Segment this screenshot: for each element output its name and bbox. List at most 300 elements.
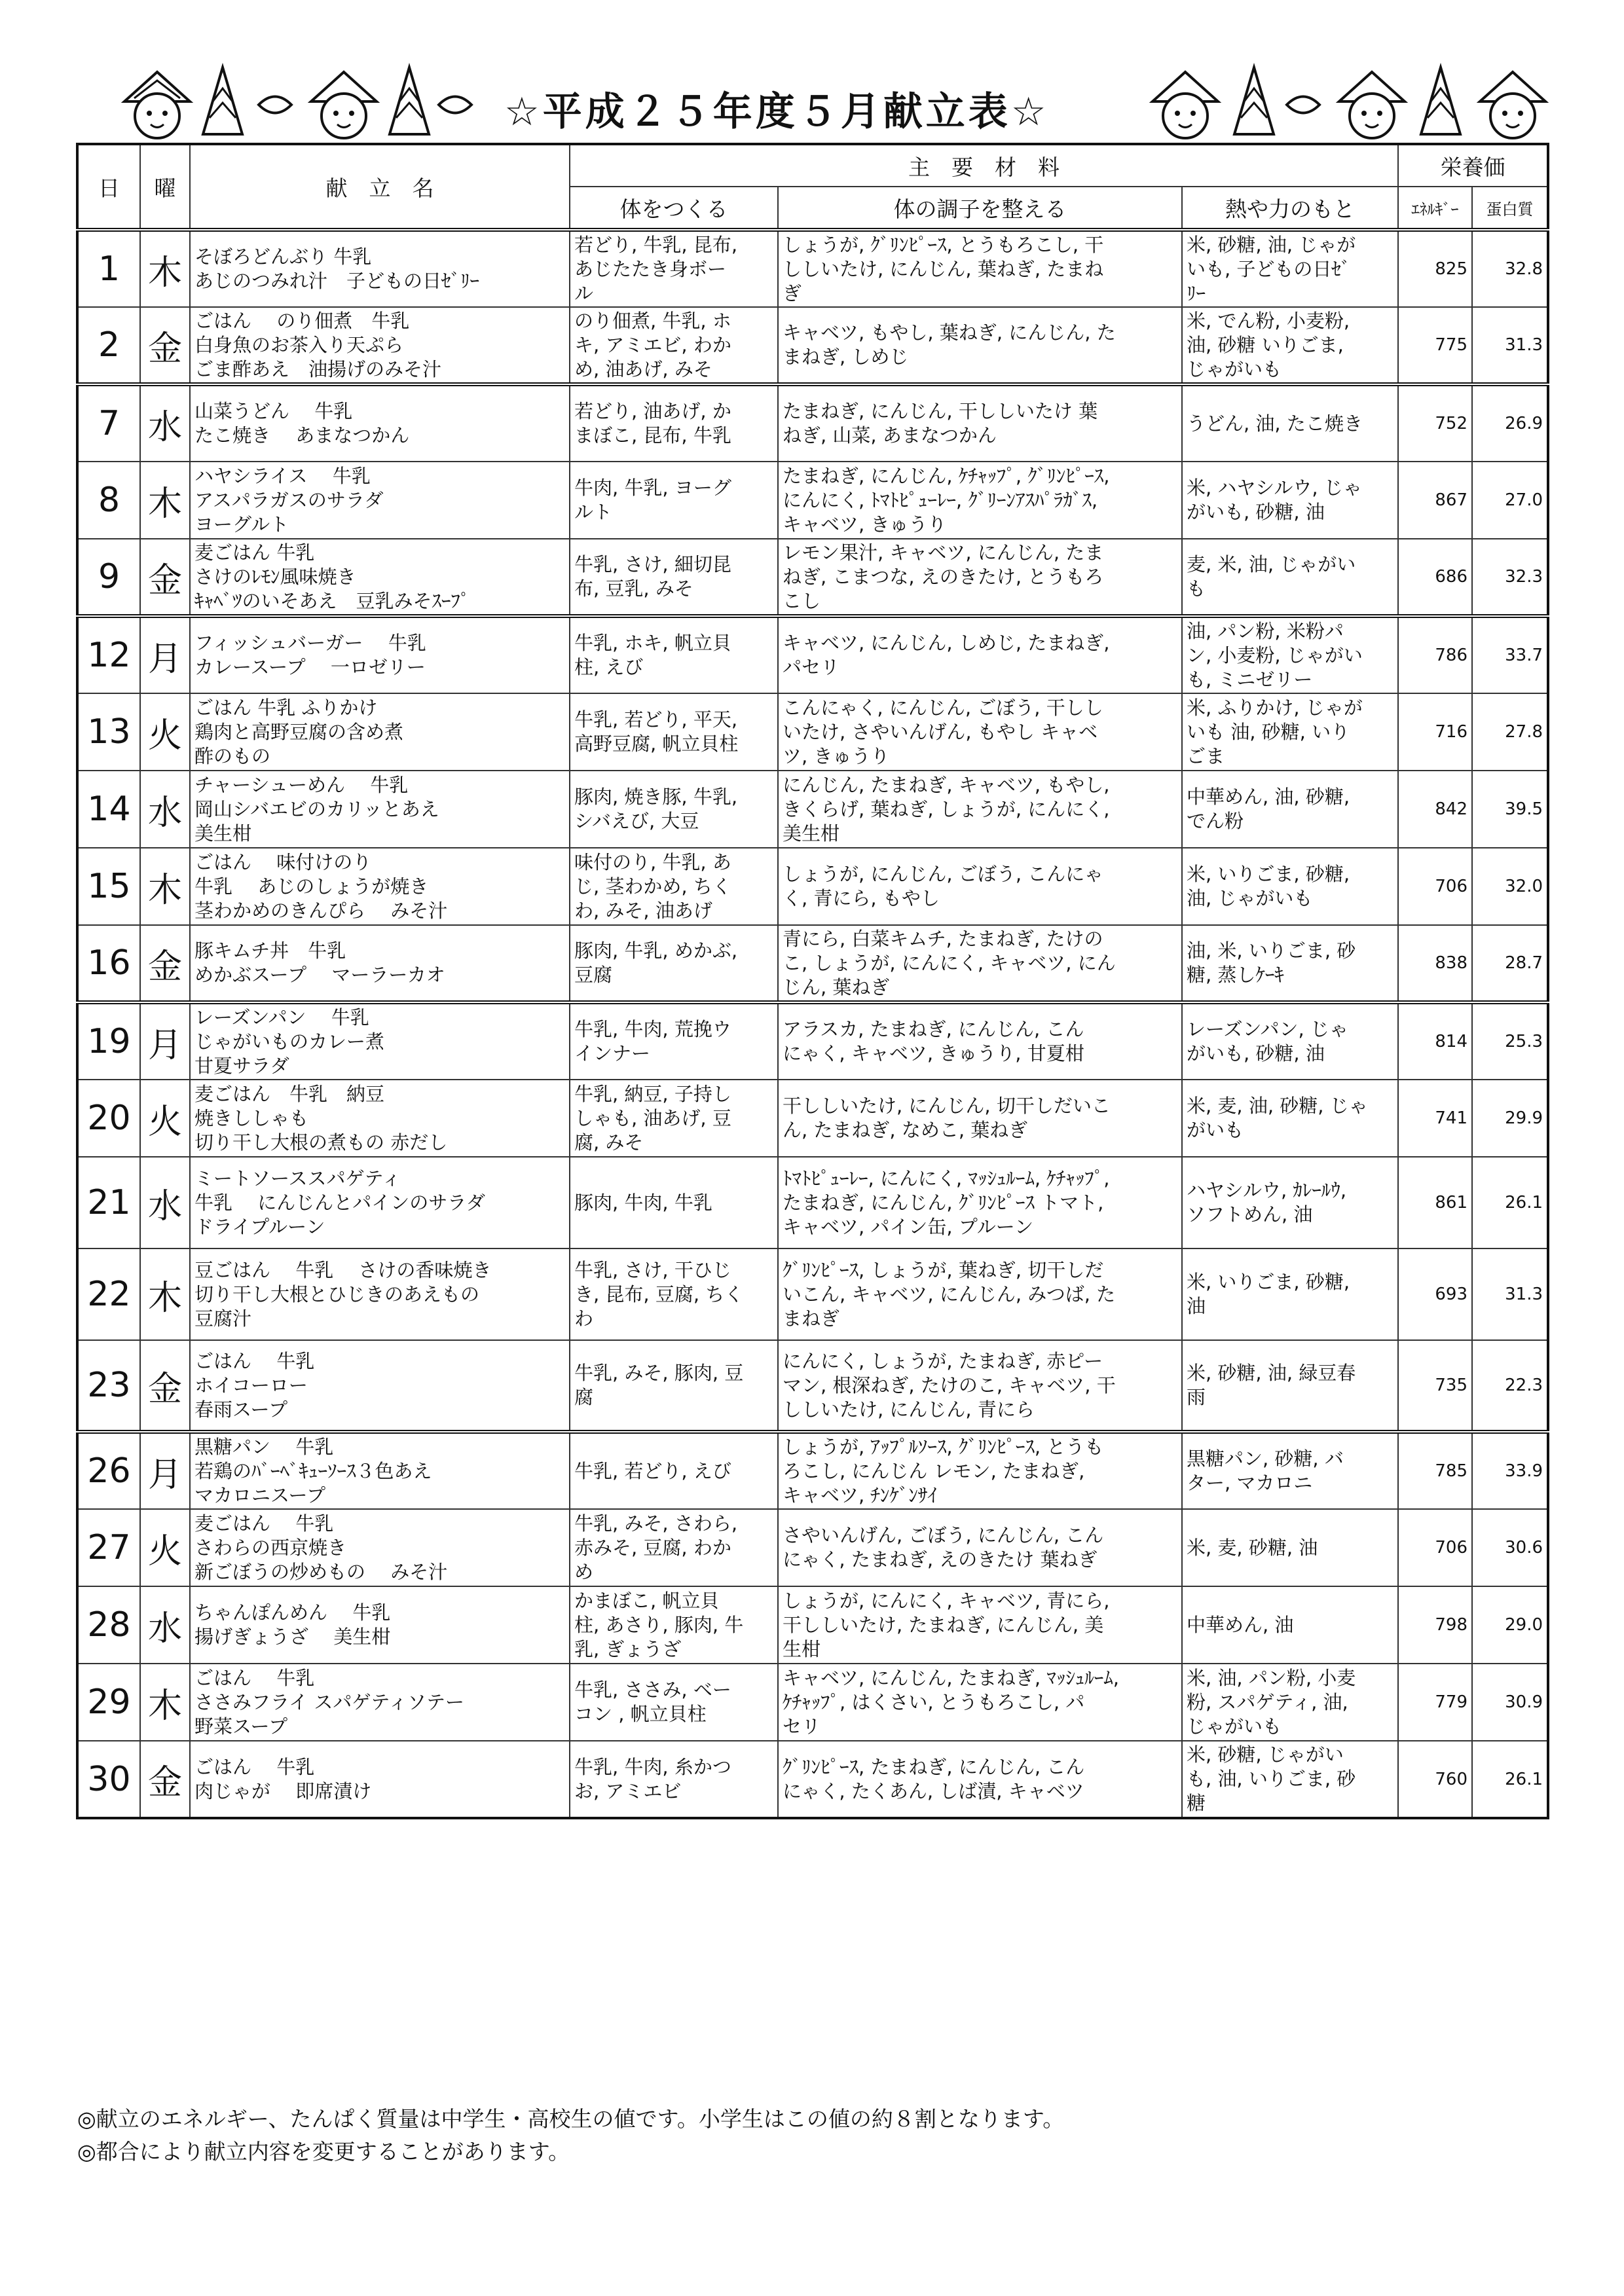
cell-line: 牛乳, ささみ, ベー xyxy=(574,1679,731,1701)
energy-kcal: 760 xyxy=(1398,1741,1472,1818)
cell-line: 油 xyxy=(1187,1295,1206,1317)
cell-line: さけのﾚﾓﾝ風味焼き xyxy=(194,565,356,588)
cell-line: 甘夏サラダ xyxy=(194,1054,289,1077)
conditioning-ingredients xyxy=(778,1586,1182,1664)
cell-line: にゃく, たまねぎ, えのきたけ 葉ねぎ xyxy=(783,1548,1098,1571)
body-building-ingredients xyxy=(570,848,778,925)
cell-line: 豚キムチ丼 牛乳 xyxy=(194,939,346,962)
body-building-ingredients xyxy=(570,1509,778,1586)
day-number: 16 xyxy=(77,925,140,1002)
day-number: 12 xyxy=(77,616,140,693)
menu-row xyxy=(77,1002,1548,1080)
cell-line: さやいんげん, ごぼう, にんじん, こん xyxy=(783,1524,1104,1546)
body-building-ingredients xyxy=(570,616,778,693)
cell-line: 米, ふりかけ, じゃが xyxy=(1187,696,1363,719)
cell-line: しょうが, にんにく, キャベツ, 青にら, xyxy=(783,1589,1110,1612)
body-building-ingredients xyxy=(570,1432,778,1509)
cell-line: 美生柑 xyxy=(783,822,840,845)
cell-line: 米, 砂糖, 油, じゃが xyxy=(1187,233,1356,256)
cell-line: 赤みそ, 豆腐, わか xyxy=(574,1536,731,1559)
cell-line: ン, 小麦粉, じゃがい xyxy=(1187,644,1363,666)
cell-line: 新ごぼうの炒めもの みそ汁 xyxy=(194,1560,448,1583)
day-number: 9 xyxy=(77,539,140,616)
cell-line: 米, ハヤシルウ, じゃ xyxy=(1187,477,1362,499)
cell-line: も, ミニゼリー xyxy=(1187,668,1313,691)
protein-grams: 29.9 xyxy=(1472,1080,1548,1157)
day-number: 28 xyxy=(77,1586,140,1664)
body-building-ingredients xyxy=(570,1080,778,1157)
day-of-week: 水 xyxy=(140,384,190,462)
cell-line: 米, 麦, 油, 砂糖, じゃ xyxy=(1187,1095,1368,1117)
menu-items xyxy=(190,693,570,771)
cell-line: 柱, あさり, 豚肉, 牛 xyxy=(574,1613,744,1636)
bamboo-shoot-icon xyxy=(380,62,439,144)
cell-line: レーズンパン, じゃ xyxy=(1187,1018,1348,1040)
menu-items xyxy=(190,1509,570,1586)
menu-items xyxy=(190,230,570,307)
menu-row xyxy=(77,230,1548,307)
menu-row xyxy=(77,539,1548,616)
day-of-week: 木 xyxy=(140,230,190,307)
cell-line: ツ, きゅうり xyxy=(783,744,890,767)
cell-line: まねぎ xyxy=(783,1307,840,1330)
cell-line: 腐, みそ xyxy=(574,1131,644,1154)
cell-line: 米, でん粉, 小麦粉, xyxy=(1187,309,1350,332)
cell-line: にゃく, キャベツ, きゅうり, 甘夏柑 xyxy=(783,1042,1084,1065)
cell-line: 牛乳, 牛肉, 荒挽ウ xyxy=(574,1018,731,1040)
cell-line: めかぶスープ マーラーカオ xyxy=(194,964,445,986)
energy-kcal: 867 xyxy=(1398,462,1472,539)
cell-line: 美生柑 xyxy=(194,822,252,845)
energy-ingredients xyxy=(1182,539,1398,616)
cell-line: キャベツ, パイン缶, プルーン xyxy=(783,1215,1034,1238)
body-building-ingredients xyxy=(570,1741,778,1818)
body-building-ingredients xyxy=(570,1157,778,1248)
cell-line: ｸﾞﾘﾝﾋﾟｰｽ, しょうが, 葉ねぎ, 切干しだ xyxy=(783,1258,1104,1281)
energy-kcal: 775 xyxy=(1398,307,1472,384)
protein-grams: 30.9 xyxy=(1472,1664,1548,1741)
header-energy-source: 熱や力のもと xyxy=(1182,187,1398,230)
cell-line: アスパラガスのサラダ xyxy=(194,488,384,511)
energy-kcal: 693 xyxy=(1398,1248,1472,1340)
cell-line: 牛乳 あじのしょうが焼き xyxy=(194,875,429,898)
cell-line: じゃがいものカレー煮 xyxy=(194,1030,385,1053)
menu-row xyxy=(77,1248,1548,1340)
cell-line: 豆腐 xyxy=(574,964,613,986)
cell-line: 黒糖パン, 砂糖, バ xyxy=(1187,1448,1344,1470)
cell-line: あじたたき身ボー xyxy=(574,257,727,280)
menu-row xyxy=(77,384,1548,462)
day-of-week: 火 xyxy=(140,1080,190,1157)
menu-row xyxy=(77,1509,1548,1586)
conditioning-ingredients xyxy=(778,539,1182,616)
cell-line: ドライプルーン xyxy=(194,1215,325,1238)
energy-kcal: 861 xyxy=(1398,1157,1472,1248)
cell-line: 糖 xyxy=(1187,1792,1206,1814)
cell-line: 油, じゃがいも xyxy=(1187,887,1313,909)
day-of-week: 木 xyxy=(140,1664,190,1741)
body-building-ingredients xyxy=(570,1586,778,1664)
cell-line: 干ししいたけ, にんじん, 切干しだいこ xyxy=(783,1095,1111,1117)
energy-kcal: 716 xyxy=(1398,693,1472,771)
body-building-ingredients xyxy=(570,230,778,307)
cell-line: ルト xyxy=(574,501,613,523)
body-building-ingredients xyxy=(570,384,778,462)
protein-grams: 31.3 xyxy=(1472,1248,1548,1340)
conditioning-ingredients xyxy=(778,1157,1182,1248)
protein-grams: 31.3 xyxy=(1472,307,1548,384)
day-number: 7 xyxy=(77,384,140,462)
cell-line: 米, いりごま, 砂糖, xyxy=(1187,863,1350,885)
day-number: 15 xyxy=(77,848,140,925)
cell-line: 高野豆腐, 帆立貝柱 xyxy=(574,733,739,755)
header-body: 体をつくる xyxy=(570,187,778,230)
body-building-ingredients xyxy=(570,693,778,771)
day-number: 27 xyxy=(77,1509,140,1586)
day-number: 30 xyxy=(77,1741,140,1818)
body-building-ingredients xyxy=(570,539,778,616)
cell-line: ししいたけ, にんじん, 青にら xyxy=(783,1398,1035,1421)
cell-line: いこん, キャベツ, にんじん, みつば, た xyxy=(783,1283,1116,1305)
protein-grams: 27.8 xyxy=(1472,693,1548,771)
cell-line: レモン果汁, キャベツ, にんじん, たま xyxy=(783,541,1104,564)
conditioning-ingredients xyxy=(778,1432,1182,1509)
cell-line: 米, 麦, 砂糖, 油 xyxy=(1187,1536,1318,1559)
cell-line: 粉, スパゲティ, 油, xyxy=(1187,1690,1348,1713)
cell-line: 米, 砂糖, 油, 緑豆春 xyxy=(1187,1362,1356,1384)
cell-line: キ, アミエビ, わか xyxy=(574,333,731,356)
protein-grams: 26.9 xyxy=(1472,384,1548,462)
samurai-helmet-boy-icon xyxy=(1467,62,1559,144)
conditioning-ingredients xyxy=(778,1248,1182,1340)
protein-grams: 33.7 xyxy=(1472,616,1548,693)
cell-line: あじのつみれ汁 子どもの日ｾﾞﾘｰ xyxy=(194,270,480,292)
cell-line: ﾘｰ xyxy=(1187,282,1206,304)
energy-kcal: 842 xyxy=(1398,771,1472,848)
day-number: 23 xyxy=(77,1340,140,1432)
header-protein: 蛋白質 xyxy=(1472,187,1548,230)
cell-line: ねぎ, こまつな, えのきたけ, とうもろ xyxy=(783,565,1104,588)
cell-line: まぼこ, 昆布, 牛乳 xyxy=(574,424,731,446)
cell-line: 腐 xyxy=(574,1386,594,1408)
cell-line: ハヤシライス 牛乳 xyxy=(194,464,371,487)
cell-line: しゃも, 油あげ, 豆 xyxy=(574,1106,731,1129)
protein-grams: 32.3 xyxy=(1472,539,1548,616)
cell-line: たまねぎ, にんじん, ｸﾞﾘﾝﾋﾟｰｽ トマト, xyxy=(783,1191,1104,1214)
energy-ingredients xyxy=(1182,771,1398,848)
menu-row xyxy=(77,1432,1548,1509)
cell-line: じゃがいも xyxy=(1187,1715,1282,1738)
cell-line: 黒糖パン 牛乳 xyxy=(194,1435,334,1458)
conditioning-ingredients xyxy=(778,384,1182,462)
menu-items xyxy=(190,384,570,462)
day-of-week: 月 xyxy=(140,616,190,693)
menu-items xyxy=(190,1157,570,1248)
cell-line: 揚げぎょうざ 美生柑 xyxy=(194,1626,391,1648)
menu-row xyxy=(77,307,1548,384)
cell-line: しょうが, ｸﾞﾘﾝﾋﾟｰｽ, とうもろこし, 干 xyxy=(783,233,1104,256)
cell-line: ﾄﾏﾄﾋﾟｭｰﾚｰ, にんにく, ﾏｯｼｭﾙｰﾑ, ｹﾁｬｯﾌﾟ, xyxy=(783,1167,1110,1190)
conditioning-ingredients xyxy=(778,1741,1182,1818)
cell-line: じん, 葉ねぎ xyxy=(783,975,890,998)
cell-line: も xyxy=(1187,577,1206,600)
bamboo-shoot-icon xyxy=(1225,62,1283,144)
conditioning-ingredients xyxy=(778,693,1182,771)
body-building-ingredients xyxy=(570,307,778,384)
cell-line: 麦ごはん 牛乳 xyxy=(194,541,315,564)
cell-line: 麦ごはん 牛乳 xyxy=(194,1512,334,1535)
cell-line: いも 油, 砂糖, いり xyxy=(1187,720,1350,743)
energy-kcal: 686 xyxy=(1398,539,1472,616)
cell-line: アラスカ, たまねぎ, にんじん, こん xyxy=(783,1018,1084,1040)
header-dow: 曜 xyxy=(140,144,190,230)
energy-ingredients xyxy=(1182,1509,1398,1586)
cell-line: 酢のもの xyxy=(194,744,271,767)
cell-line: 茎わかめのきんぴら みそ汁 xyxy=(194,899,448,922)
samurai-helmet-boy-icon xyxy=(298,62,390,144)
cell-line: にんにく, ﾄﾏﾄﾋﾟｭｰﾚｰ, ｸﾞﾘｰﾝｱｽﾊﾟﾗｶﾞｽ, xyxy=(783,488,1098,511)
cell-line: 中華めん, 油, 砂糖, xyxy=(1187,786,1350,808)
cell-line: キャベツ, きゅうり xyxy=(783,513,947,536)
energy-ingredients xyxy=(1182,1340,1398,1432)
cell-line: 鶏肉と高野豆腐の含め煮 xyxy=(194,720,404,743)
body-building-ingredients xyxy=(570,1664,778,1741)
cell-line: パセリ xyxy=(783,656,840,678)
protein-grams: 32.8 xyxy=(1472,230,1548,307)
cell-line: こし xyxy=(783,589,821,612)
cell-line: 生柑 xyxy=(783,1637,821,1660)
cell-line: ヨーグルト xyxy=(194,513,289,536)
cell-line: ター, マカロニ xyxy=(1187,1472,1313,1494)
cell-line: キャベツ, ﾁﾝｹﾞﾝｻｲ xyxy=(783,1484,937,1506)
cell-line: ｹﾁｬｯﾌﾟ, はくさい, とうもろこし, パ xyxy=(783,1690,1085,1713)
body-building-ingredients xyxy=(570,1248,778,1340)
cell-line: ごはん 味付けのり xyxy=(194,850,372,873)
cell-line: 青にら, 白菜キムチ, たまねぎ, たけの xyxy=(783,927,1103,950)
cell-line: 油, 米, いりごま, 砂 xyxy=(1187,939,1356,962)
day-of-week: 水 xyxy=(140,1157,190,1248)
menu-row xyxy=(77,1741,1548,1818)
cell-line: 肉じゃが 即席漬け xyxy=(194,1779,372,1802)
cell-line: ごはん のり佃煮 牛乳 xyxy=(194,309,410,332)
cell-line: 柱, えび xyxy=(574,656,644,678)
cell-line: ｷｬﾍﾞﾂのいそあえ 豆乳みそｽｰﾌﾟ xyxy=(194,589,470,612)
cell-line: ごま xyxy=(1187,744,1225,767)
conditioning-ingredients xyxy=(778,1080,1182,1157)
energy-ingredients xyxy=(1182,462,1398,539)
conditioning-ingredients xyxy=(778,462,1182,539)
footnote: ◎都合により献立内容を変更することがあります。 xyxy=(77,2139,570,2164)
samurai-helmet-boy-icon xyxy=(111,62,203,144)
protein-grams: 32.0 xyxy=(1472,848,1548,925)
cell-line: じ, 茎わかめ, ちく xyxy=(574,875,731,898)
menu-row xyxy=(77,693,1548,771)
cell-line: さわらの西京焼き xyxy=(194,1536,347,1559)
menu-row xyxy=(77,1340,1548,1432)
menu-items xyxy=(190,1080,570,1157)
energy-ingredients xyxy=(1182,1664,1398,1741)
menu-table-body xyxy=(77,230,1548,1818)
cell-line: こんにゃく, にんじん, ごぼう, 干しし xyxy=(783,696,1103,719)
day-number: 19 xyxy=(77,1002,140,1080)
cell-line: 乳, ぎょうざ xyxy=(574,1637,682,1660)
cell-line: いも, 子どもの日ｾﾞ xyxy=(1187,257,1351,280)
cell-line: 野菜スープ xyxy=(194,1715,288,1738)
day-of-week: 火 xyxy=(140,1509,190,1586)
header-condition: 体の調子を整える xyxy=(778,187,1182,230)
leaf-icon xyxy=(435,88,475,121)
day-of-week: 金 xyxy=(140,307,190,384)
cell-line: うどん, 油, たこ焼き xyxy=(1187,412,1363,435)
cell-line: 牛乳, 牛肉, 糸かつ xyxy=(574,1755,731,1778)
cell-line: 米, 砂糖, じゃがい xyxy=(1187,1743,1344,1766)
cell-line: 油, 砂糖 いりごま, xyxy=(1187,333,1344,356)
day-of-week: 金 xyxy=(140,925,190,1002)
energy-kcal: 752 xyxy=(1398,384,1472,462)
cell-line: ねぎ, 山菜, あまなつかん xyxy=(783,424,997,446)
conditioning-ingredients xyxy=(778,848,1182,925)
cell-line: 豚肉, 牛乳, めかぶ, xyxy=(574,939,738,962)
cell-line: 豚肉, 牛肉, 牛乳 xyxy=(574,1191,712,1214)
cell-line: たまねぎ, にんじん, 干ししいたけ 葉 xyxy=(783,400,1098,422)
day-of-week: 火 xyxy=(140,693,190,771)
menu-row xyxy=(77,1080,1548,1157)
day-number: 1 xyxy=(77,230,140,307)
cell-line: カレースープ 一ロゼリー xyxy=(194,656,426,678)
cell-line: にゃく, たくあん, しば漬, キャベツ xyxy=(783,1779,1084,1802)
menu-items xyxy=(190,1586,570,1664)
day-of-week: 月 xyxy=(140,1002,190,1080)
protein-grams: 29.0 xyxy=(1472,1586,1548,1664)
protein-grams: 22.3 xyxy=(1472,1340,1548,1432)
cell-line: 牛乳, 若どり, 平天, xyxy=(574,708,738,731)
cell-line: め xyxy=(574,1560,594,1583)
conditioning-ingredients xyxy=(778,307,1182,384)
footnotes xyxy=(77,2103,1064,2168)
cell-line: 麦ごはん 牛乳 納豆 xyxy=(194,1082,385,1105)
cell-line: 布, 豆乳, みそ xyxy=(574,577,693,600)
cell-line: フィッシュバーガー 牛乳 xyxy=(194,632,426,654)
day-number: 13 xyxy=(77,693,140,771)
cell-line: わ xyxy=(574,1307,594,1330)
cell-line: しょうが, ｱｯﾌﾟﾙｿｰｽ, ｸﾞﾘﾝﾋﾟｰｽ, とうも xyxy=(783,1435,1104,1458)
cell-line: ろこし, にんじん レモン, たまねぎ, xyxy=(783,1459,1085,1482)
cell-line: ハヤシルウ, ｶﾚｰﾙｳ, xyxy=(1187,1179,1347,1201)
cell-line: たこ焼き あまなつかん xyxy=(194,424,410,446)
cell-line: 麦, 米, 油, じゃがい xyxy=(1187,553,1356,575)
energy-kcal: 786 xyxy=(1398,616,1472,693)
cell-line: 牛乳, ホキ, 帆立貝 xyxy=(574,632,731,654)
header-date: 日 xyxy=(77,144,140,230)
bamboo-shoot-icon xyxy=(1411,62,1470,144)
day-number: 21 xyxy=(77,1157,140,1248)
header-nutrition: 栄養価 xyxy=(1398,144,1548,187)
menu-row xyxy=(77,925,1548,1002)
menu-items xyxy=(190,1432,570,1509)
energy-ingredients xyxy=(1182,384,1398,462)
cell-line: ソフトめん, 油 xyxy=(1187,1203,1313,1226)
day-number: 26 xyxy=(77,1432,140,1509)
menu-row xyxy=(77,1664,1548,1741)
conditioning-ingredients xyxy=(778,1002,1182,1080)
cell-line: ささみフライ スパゲティソテー xyxy=(194,1690,465,1713)
samurai-helmet-boy-icon xyxy=(1326,62,1418,144)
cell-line: わ, みそ, 油あげ xyxy=(574,899,712,922)
conditioning-ingredients xyxy=(778,925,1182,1002)
cell-line: く, 青にら, もやし xyxy=(783,887,940,909)
cell-line: ル xyxy=(574,282,594,304)
menu-row xyxy=(77,462,1548,539)
cell-line: 切り干し大根とひじきのあえもの xyxy=(194,1283,480,1305)
day-number: 8 xyxy=(77,462,140,539)
cell-line: ぎ xyxy=(783,282,802,304)
day-of-week: 水 xyxy=(140,771,190,848)
conditioning-ingredients xyxy=(778,771,1182,848)
samurai-helmet-boy-icon xyxy=(1139,62,1231,144)
cell-line: 干ししいたけ, たまねぎ, にんじん, 美 xyxy=(783,1613,1104,1636)
energy-ingredients xyxy=(1182,925,1398,1002)
cell-line: インナー xyxy=(574,1042,651,1065)
cell-line: チャーシューめん 牛乳 xyxy=(194,773,409,796)
energy-kcal: 706 xyxy=(1398,1509,1472,1586)
cell-line: じゃがいも xyxy=(1187,357,1282,380)
day-number: 29 xyxy=(77,1664,140,1741)
cell-line: ごはん 牛乳 xyxy=(194,1349,315,1372)
cell-line: 味付のり, 牛乳, あ xyxy=(574,850,731,873)
cell-line: 山菜うどん 牛乳 xyxy=(194,400,353,422)
leaf-icon xyxy=(255,88,295,121)
body-building-ingredients xyxy=(570,1002,778,1080)
menu-row xyxy=(77,771,1548,848)
cell-line: 米, 油, パン粉, 小麦 xyxy=(1187,1666,1356,1689)
cell-line: まねぎ, しめじ xyxy=(783,346,909,368)
energy-kcal: 814 xyxy=(1398,1002,1472,1080)
day-of-week: 水 xyxy=(140,1586,190,1664)
conditioning-ingredients xyxy=(778,1509,1182,1586)
day-of-week: 金 xyxy=(140,539,190,616)
energy-kcal: 785 xyxy=(1398,1432,1472,1509)
cell-line: のり佃煮, 牛乳, ホ xyxy=(574,309,731,332)
energy-ingredients xyxy=(1182,1432,1398,1509)
energy-ingredients xyxy=(1182,1741,1398,1818)
body-building-ingredients xyxy=(570,771,778,848)
cell-line: ごま酢あえ 油揚げのみそ汁 xyxy=(194,357,442,380)
cell-line: そぼろどんぶり 牛乳 xyxy=(194,246,372,268)
protein-grams: 27.0 xyxy=(1472,462,1548,539)
cell-line: 春雨スープ xyxy=(194,1398,288,1421)
cell-line: も, 油, いりごま, 砂 xyxy=(1187,1768,1356,1790)
cell-line: 牛乳, みそ, 豚肉, 豆 xyxy=(574,1362,744,1384)
cell-line: キャベツ, にんじん, たまねぎ, ﾏｯｼｭﾙｰﾑ, xyxy=(783,1666,1120,1689)
day-of-week: 木 xyxy=(140,848,190,925)
header-menu-name: 献 立 名 xyxy=(190,144,570,230)
cell-line: にんじん, たまねぎ, キャベツ, もやし, xyxy=(783,773,1110,796)
cell-line: 牛乳, 若どり, えび xyxy=(574,1459,731,1482)
cell-line: 岡山シバエビのカリッとあえ xyxy=(194,797,439,820)
conditioning-ingredients xyxy=(778,230,1182,307)
cell-line: しょうが, にんじん, ごぼう, こんにゃ xyxy=(783,863,1103,885)
cell-line: キャベツ, にんじん, しめじ, たまねぎ, xyxy=(783,632,1110,654)
cell-line: ししいたけ, にんじん, 葉ねぎ, たまね xyxy=(783,257,1104,280)
energy-kcal: 779 xyxy=(1398,1664,1472,1741)
menu-items xyxy=(190,771,570,848)
menu-row xyxy=(77,848,1548,925)
cell-line: 米, いりごま, 砂糖, xyxy=(1187,1271,1350,1293)
conditioning-ingredients xyxy=(778,1664,1182,1741)
menu-items xyxy=(190,462,570,539)
header-kcal: ｴﾈﾙｷﾞｰ xyxy=(1398,187,1472,230)
cell-line: 牛乳, 納豆, 子持し xyxy=(574,1082,731,1105)
